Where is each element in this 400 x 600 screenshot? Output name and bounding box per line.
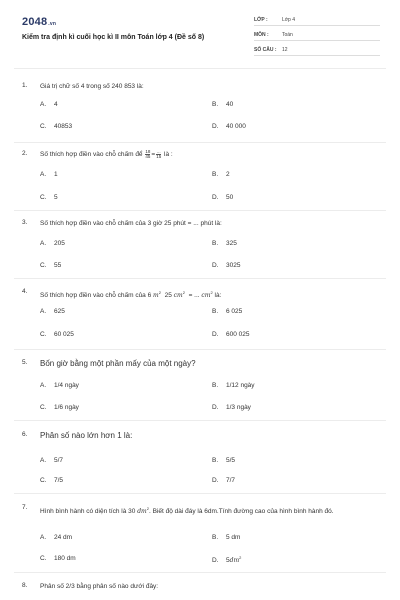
question-number: 7. (22, 504, 28, 511)
option-label: D. (212, 557, 219, 565)
option-label: C. (40, 404, 47, 411)
option-a[interactable] (40, 534, 72, 541)
option-label: A. (40, 101, 47, 108)
option-text: 180 dm (54, 555, 76, 562)
option-a[interactable] (40, 171, 58, 178)
option-text: 5/7 (54, 457, 64, 464)
option-text: 1/4 ngày (54, 382, 79, 389)
option-b[interactable] (212, 382, 255, 389)
option-text: 3025 (226, 262, 241, 269)
question-number: 6. (22, 431, 28, 438)
option-label: D. (212, 262, 219, 269)
option-label: D. (212, 331, 219, 338)
question-number: 1. (22, 82, 28, 89)
option-label: A. (40, 171, 47, 178)
option-text: 1 (54, 171, 58, 178)
option-label: C. (40, 123, 47, 130)
option-d[interactable] (212, 404, 251, 411)
denominator: 45 (145, 154, 151, 159)
divider (14, 210, 386, 211)
option-label: C. (40, 477, 47, 484)
option-label: A. (40, 308, 47, 315)
superscript: 2 (210, 290, 213, 295)
option-a[interactable] (40, 382, 79, 389)
option-c[interactable] (40, 331, 74, 338)
superscript: 2 (239, 555, 242, 560)
option-c[interactable] (40, 555, 76, 562)
option-a[interactable] (40, 101, 58, 108)
question-text: Số thích hợp điền vào chỗ chấm để $\frac{18}{45}$ = $\frac{...}{15}$ là : (40, 149, 173, 159)
numerator: 18 (145, 149, 151, 154)
option-b[interactable] (212, 308, 242, 315)
superscript: 2 (146, 506, 149, 511)
logo-text: 2048 (22, 16, 48, 28)
option-label: D. (212, 194, 219, 201)
logo (22, 16, 56, 28)
fraction (145, 150, 150, 159)
option-a[interactable] (40, 457, 63, 464)
unit-cm: cm (173, 292, 183, 300)
option-label: B. (212, 308, 219, 315)
question-number: 2. (22, 150, 28, 157)
option-text: 50 (226, 194, 234, 201)
divider (14, 278, 386, 279)
option-label: B. (212, 382, 219, 389)
option-text: 40 (226, 101, 234, 108)
divider (14, 572, 386, 573)
divider (14, 68, 386, 69)
option-text: 7/7 (226, 477, 236, 484)
number-25: 25 (164, 292, 172, 300)
option-text: 5 (226, 557, 230, 565)
question-text-start: Số thích hợp điền vào chỗ chấm của 6 (40, 292, 152, 300)
page-title: Kiểm tra định kì cuối học kì II môn Toán lớp 4 (Đề số 8) (22, 34, 205, 41)
option-b[interactable] (212, 171, 230, 178)
option-text: 40853 (54, 123, 73, 130)
option-text: 5 dm (226, 534, 241, 541)
option-label: B. (212, 171, 219, 178)
option-text: 5/5 (226, 457, 236, 464)
option-b[interactable] (212, 534, 240, 541)
divider (14, 493, 386, 494)
option-text: 600 025 (226, 331, 250, 338)
option-text: 205 (54, 240, 65, 247)
superscript: 2 (182, 290, 185, 295)
question-text-end: là: (214, 292, 222, 300)
option-c[interactable] (40, 477, 63, 484)
question-number: 5. (22, 359, 28, 366)
option-b[interactable] (212, 101, 233, 108)
option-text: 55 (54, 262, 62, 269)
question-text: Phân số 2/3 bằng phân số nào dưới đây: (40, 583, 159, 590)
option-label: C. (40, 262, 47, 269)
meta-count (254, 44, 380, 56)
option-label: D. (212, 404, 219, 411)
option-text: 2 (226, 171, 230, 178)
meta-subject (254, 29, 380, 41)
question-number: 8. (22, 582, 28, 589)
question-text-end: là : (164, 151, 173, 159)
option-text: 1/6 ngày (54, 404, 79, 411)
option-a[interactable] (40, 240, 65, 247)
option-c[interactable] (40, 404, 79, 411)
option-label: B. (212, 101, 219, 108)
superscript: 2 (158, 290, 161, 295)
question-text-end: . Biết độ dài đáy là 6dm.Tính đường cao của hình bình hành đó. (148, 508, 334, 516)
question-number: 3. (22, 219, 28, 226)
divider (14, 420, 386, 421)
question-text: Bốn giờ bằng một phần mấy của một ngày? (40, 359, 196, 368)
unit-dm: dm (229, 557, 240, 565)
option-label: B. (212, 240, 219, 247)
unit-m: m (153, 292, 159, 300)
option-label: A. (40, 240, 47, 247)
option-label: C. (40, 331, 47, 338)
option-text: 24 dm (54, 534, 73, 541)
option-text: 625 (54, 308, 65, 315)
option-a[interactable] (40, 308, 65, 315)
unit-cm: cm (201, 292, 211, 300)
numerator: ... (156, 149, 161, 154)
option-d[interactable] (212, 262, 240, 269)
option-text: 1/3 ngày (226, 404, 251, 411)
meta-key: MÔN : (254, 31, 269, 38)
option-b[interactable] (212, 457, 235, 464)
unit-dm: dm (137, 508, 147, 516)
option-c[interactable] (40, 123, 72, 130)
option-label: B. (212, 457, 219, 464)
meta-key: SỐ CÂU : (254, 46, 277, 53)
option-label: A. (40, 457, 47, 464)
option-text: 40 000 (226, 123, 246, 130)
question-text: Phân số nào lớn hơn 1 là: (40, 431, 133, 440)
option-d[interactable] (212, 331, 250, 338)
question-text: Giá trị chữ số 4 trong số 240 853 là: (40, 83, 144, 90)
option-d[interactable] (212, 194, 233, 201)
question-text-start: Số thích hợp điền vào chỗ chấm để (40, 151, 143, 159)
option-label: D. (212, 477, 219, 484)
meta-value: 12 (282, 46, 288, 53)
option-label: D. (212, 123, 219, 130)
meta-key: LỚP : (254, 16, 268, 23)
logo-suffix: .vn (48, 21, 57, 27)
option-text: 7/5 (54, 477, 64, 484)
option-b[interactable] (212, 240, 237, 247)
option-label: C. (40, 555, 47, 562)
fraction (156, 150, 161, 159)
question-text-start: Hình bình hành có diện tích là 30 (40, 508, 136, 516)
option-c[interactable] (40, 194, 58, 201)
option-d[interactable] (212, 477, 235, 484)
option-label: B. (212, 534, 219, 541)
option-label: C. (40, 194, 47, 201)
option-text: 325 (226, 240, 237, 247)
divider (14, 349, 386, 350)
divider (14, 142, 386, 143)
option-text: 4 (54, 101, 58, 108)
option-label: A. (40, 534, 47, 541)
option-d[interactable] (212, 123, 246, 130)
denominator: 15 (156, 154, 162, 159)
option-text: 1/12 ngày (226, 382, 255, 389)
option-d[interactable] (212, 555, 241, 564)
meta-class (254, 14, 380, 26)
option-text: 5 (54, 194, 58, 201)
question-number: 4. (22, 288, 28, 295)
meta-value: Lớp 4 (282, 16, 296, 23)
question-text (40, 288, 380, 300)
question-text: Số thích hợp điền vào chỗ chấm của 3 giờ 25 phút = ... phút là: (40, 220, 222, 227)
meta-value: Toán (282, 31, 293, 38)
equals-dots: = ... (188, 292, 200, 300)
option-label: A. (40, 382, 47, 389)
question-text (40, 504, 380, 516)
option-text: 60 025 (54, 331, 74, 338)
option-c[interactable] (40, 262, 61, 269)
option-text: 6 025 (226, 308, 243, 315)
